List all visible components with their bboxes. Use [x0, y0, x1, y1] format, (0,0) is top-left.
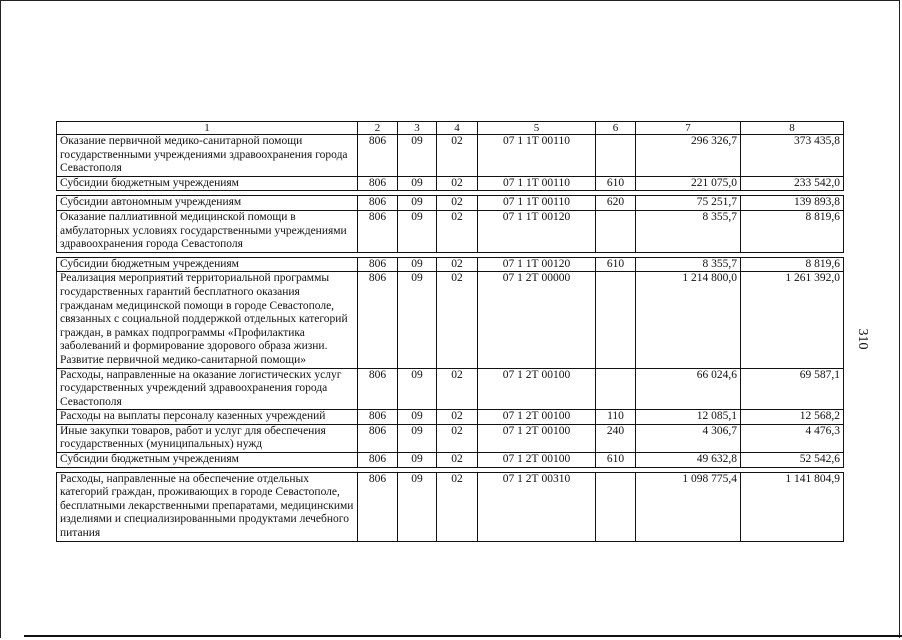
bottom-rule [24, 635, 902, 637]
table-row [57, 453, 844, 468]
pr-code-cell: 02 [437, 472, 478, 541]
gr-code-cell: 806 [358, 410, 398, 425]
row-name-cell: Расходы, направленные на оказание логистических услуг государственных учреждений здравоохранения города Севастополя [57, 368, 358, 410]
amount-year2-cell: 69 587,1 [741, 368, 844, 410]
row-name-cell: Оказание паллиативной медицинской помощи в амбулаторных условиях государственными учреждениями здравоохранения города Севастополя [57, 210, 358, 252]
rz-code-cell: 09 [398, 424, 437, 452]
vr-code-cell: 610 [596, 176, 636, 191]
csr-code-cell: 07 1 2Т 00310 [478, 472, 596, 541]
row-name-cell: Субсидии бюджетным учреждениям [57, 257, 358, 272]
pr-code-cell: 02 [437, 453, 478, 468]
table-body [57, 122, 844, 542]
rz-code-cell: 09 [398, 453, 437, 468]
amount-year2-cell: 233 542,0 [741, 176, 844, 191]
amount-year1-cell: 8 355,7 [636, 257, 741, 272]
amount-year1-cell: 4 306,7 [636, 424, 741, 452]
amount-year1-cell: 1 214 800,0 [636, 272, 741, 368]
header-cell: 5 [478, 122, 596, 135]
vr-code-cell [596, 272, 636, 368]
amount-year1-cell: 221 075,0 [636, 176, 741, 191]
table-row [57, 176, 844, 191]
vr-code-cell [596, 135, 636, 177]
rz-code-cell: 09 [398, 368, 437, 410]
gr-code-cell: 806 [358, 257, 398, 272]
row-name-cell: Субсидии автономным учреждениям [57, 196, 358, 211]
table-row [57, 368, 844, 410]
csr-code-cell: 07 1 2Т 00100 [478, 410, 596, 425]
table-row [57, 410, 844, 425]
csr-code-cell: 07 1 2Т 00100 [478, 453, 596, 468]
header-cell: 1 [57, 122, 358, 135]
gr-code-cell: 806 [358, 368, 398, 410]
row-name-cell: Субсидии бюджетным учреждениям [57, 453, 358, 468]
amount-year1-cell: 66 024,6 [636, 368, 741, 410]
table-row [57, 257, 844, 272]
amount-year2-cell: 139 893,8 [741, 196, 844, 211]
gr-code-cell: 806 [358, 135, 398, 177]
gr-code-cell: 806 [358, 210, 398, 252]
amount-year2-cell: 1 141 804,9 [741, 472, 844, 541]
vr-code-cell: 620 [596, 196, 636, 211]
gr-code-cell: 806 [358, 424, 398, 452]
header-cell: 6 [596, 122, 636, 135]
rz-code-cell: 09 [398, 196, 437, 211]
pr-code-cell: 02 [437, 176, 478, 191]
header-cell: 3 [398, 122, 437, 135]
vr-code-cell: 240 [596, 424, 636, 452]
csr-code-cell: 07 1 1Т 00120 [478, 210, 596, 252]
header-cell: 2 [358, 122, 398, 135]
row-name-cell: Иные закупки товаров, работ и услуг для обеспечения государственных (муниципальных) нужд [57, 424, 358, 452]
csr-code-cell: 07 1 1Т 00110 [478, 176, 596, 191]
gr-code-cell: 806 [358, 472, 398, 541]
gr-code-cell: 806 [358, 453, 398, 468]
row-name-cell: Субсидии бюджетным учреждениям [57, 176, 358, 191]
table-row [57, 424, 844, 452]
amount-year2-cell: 8 819,6 [741, 257, 844, 272]
rz-code-cell: 09 [398, 257, 437, 272]
vr-code-cell: 610 [596, 257, 636, 272]
rz-code-cell: 09 [398, 210, 437, 252]
page-number: 310 [855, 328, 870, 350]
amount-year1-cell: 12 085,1 [636, 410, 741, 425]
rz-code-cell: 09 [398, 410, 437, 425]
amount-year2-cell: 8 819,6 [741, 210, 844, 252]
amount-year2-cell: 1 261 392,0 [741, 272, 844, 368]
csr-code-cell: 07 1 2Т 00100 [478, 424, 596, 452]
budget-table [56, 121, 844, 542]
csr-code-cell: 07 1 1Т 00110 [478, 196, 596, 211]
vr-code-cell: 110 [596, 410, 636, 425]
csr-code-cell: 07 1 2Т 00100 [478, 368, 596, 410]
pr-code-cell: 02 [437, 424, 478, 452]
pr-code-cell: 02 [437, 257, 478, 272]
amount-year1-cell: 296 326,7 [636, 135, 741, 177]
amount-year1-cell: 8 355,7 [636, 210, 741, 252]
pr-code-cell: 02 [437, 210, 478, 252]
pr-code-cell: 02 [437, 410, 478, 425]
amount-year1-cell: 1 098 775,4 [636, 472, 741, 541]
rz-code-cell: 09 [398, 176, 437, 191]
pr-code-cell: 02 [437, 368, 478, 410]
vr-code-cell [596, 472, 636, 541]
amount-year1-cell: 49 632,8 [636, 453, 741, 468]
row-name-cell: Расходы на выплаты персоналу казенных учреждений [57, 410, 358, 425]
row-name-cell: Расходы, направленные на обеспечение отдельных категорий граждан, проживающих в городе Севастополе, бесплатными лекарственными препаратами, медицинскими изделиями и специализированными продуктами лечебного питания [57, 472, 358, 541]
pr-code-cell: 02 [437, 196, 478, 211]
gr-code-cell: 806 [358, 196, 398, 211]
header-cell: 4 [437, 122, 478, 135]
gr-code-cell: 806 [358, 176, 398, 191]
amount-year2-cell: 52 542,6 [741, 453, 844, 468]
vr-code-cell [596, 210, 636, 252]
vr-code-cell: 610 [596, 453, 636, 468]
amount-year2-cell: 4 476,3 [741, 424, 844, 452]
gr-code-cell: 806 [358, 272, 398, 368]
header-cell: 8 [741, 122, 844, 135]
table-header-row [57, 122, 844, 135]
amount-year2-cell: 12 568,2 [741, 410, 844, 425]
row-name-cell: Реализация мероприятий территориальной программы государственных гарантий бесплатного оказания гражданам медицинской помощи в городе Севастополе, связанных с социальной поддержкой отдельных категорий граждан, в рамках подпрограммы «Профилактика заболеваний и формирование здорового образа жизни. Развитие первичной медико-санитарной помощи» [57, 272, 358, 368]
table-row [57, 135, 844, 177]
table-row [57, 472, 844, 541]
pr-code-cell: 02 [437, 135, 478, 177]
row-name-cell: Оказание первичной медико-санитарной помощи государственными учреждениями здравоохранения города Севастополя [57, 135, 358, 177]
table-row [57, 210, 844, 252]
rz-code-cell: 09 [398, 135, 437, 177]
table-row [57, 272, 844, 368]
csr-code-cell: 07 1 1Т 00110 [478, 135, 596, 177]
header-cell: 7 [636, 122, 741, 135]
vr-code-cell [596, 368, 636, 410]
amount-year1-cell: 75 251,7 [636, 196, 741, 211]
rz-code-cell: 09 [398, 472, 437, 541]
table-row [57, 196, 844, 211]
csr-code-cell: 07 1 2Т 00000 [478, 272, 596, 368]
rz-code-cell: 09 [398, 272, 437, 368]
amount-year2-cell: 373 435,8 [741, 135, 844, 177]
pr-code-cell: 02 [437, 272, 478, 368]
csr-code-cell: 07 1 1Т 00120 [478, 257, 596, 272]
